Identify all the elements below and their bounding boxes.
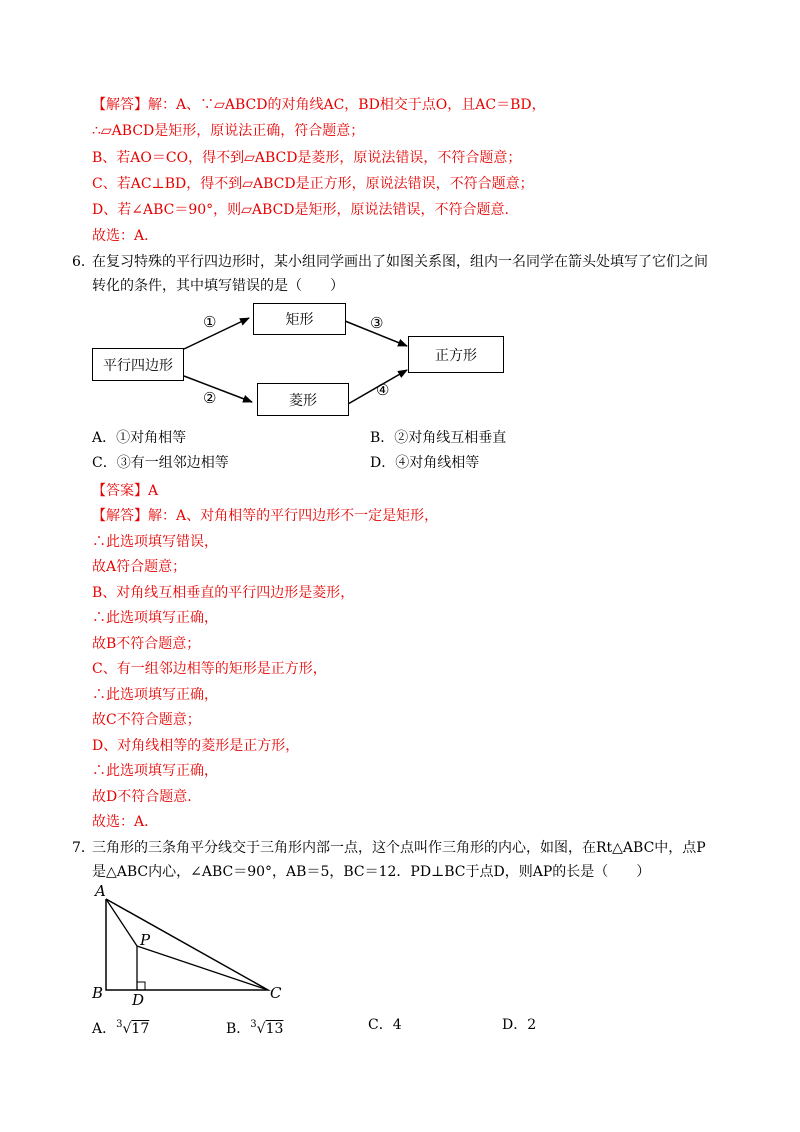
q6-solution-line-10: D、对角线相等的菱形是正方形， xyxy=(92,738,300,754)
q7-option-a-radicand: 17 xyxy=(131,1021,150,1037)
q6-solution-line-8: ∴此选项填写正确， xyxy=(92,687,218,703)
q6-option-b[interactable]: B．②对角线互相垂直 xyxy=(370,430,507,446)
q6-solution-line-3: 故A符合题意； xyxy=(92,559,187,575)
q6-option-a[interactable]: A．①对角相等 xyxy=(92,430,187,446)
radical-sign-icon: √ xyxy=(256,1021,266,1037)
q6-solution-line-7: C、有一组邻边相等的矩形是正方形， xyxy=(92,661,327,677)
q7-option-b-radicand: 13 xyxy=(265,1021,284,1037)
triangle-abc xyxy=(106,899,268,990)
q6-solution-line-9: 故C不符合题意； xyxy=(92,712,201,728)
label-d: D xyxy=(132,991,145,1009)
radical-sign-icon: √ xyxy=(122,1021,132,1037)
q6-solution-line-5: ∴此选项填写正确， xyxy=(92,610,218,626)
q6-option-c[interactable]: C．③有一组邻边相等 xyxy=(92,455,229,471)
q7-option-b-root-index: 3 xyxy=(250,1019,257,1030)
box-square: 正方形 xyxy=(408,336,504,373)
q5-solution-line-1: 【解答】解：A、∵▱ABCD的对角线AC，BD相交于点O，且AC＝BD， xyxy=(92,97,546,113)
q7-option-b[interactable] xyxy=(226,1015,283,1039)
label-p: P xyxy=(140,931,151,949)
q6-solution-line-6: 故B不符合题意； xyxy=(92,636,201,652)
q7-stem-line-2: 是△ABC内心，∠ABC＝90°，AB＝5，BC＝12．PD⊥BC于点D，则AP的长是（ ） xyxy=(92,864,651,880)
segment-ap xyxy=(106,899,137,946)
q5-solution-line-6: 故选：A． xyxy=(92,228,159,244)
q6-solution-line-2: ∴此选项填写错误， xyxy=(92,534,218,550)
q7-option-d[interactable]: D．2 xyxy=(502,1017,537,1033)
q6-stem-line-2: 转化的条件，其中填写错误的是（ ） xyxy=(92,278,344,294)
q6-number: 6． xyxy=(72,254,95,270)
box-rhombus: 菱形 xyxy=(257,383,349,416)
label-c: C xyxy=(270,984,282,1002)
q5-solution-line-5: D、若∠ABC＝90°，则▱ABCD是矩形，原说法错误，不符合题意. xyxy=(92,202,509,218)
q5-solution-line-3: B、若AO＝CO，得不到▱ABCD是菱形，原说法错误，不符合题意； xyxy=(92,150,522,166)
q7-option-a-root-index: 3 xyxy=(116,1019,123,1030)
label-a: A xyxy=(95,882,106,900)
q7-option-b-prefix: B． xyxy=(226,1021,251,1037)
right-angle-mark xyxy=(137,982,145,990)
q6-solution-line-1: 【解答】解：A、对角相等的平行四边形不一定是矩形， xyxy=(92,508,439,524)
mark-3: ③ xyxy=(370,314,384,332)
q6-solution-line-13: 故选：A． xyxy=(92,814,159,830)
q7-stem-line-1: 三角形的三条角平分线交于三角形内部一点，这个点叫作三角形的内心，如图，在Rt△ABC中，点P xyxy=(92,840,706,856)
q5-solution-line-2: ∴▱ABCD是矩形，原说法正确，符合题意； xyxy=(92,123,365,139)
q6-option-d[interactable]: D．④对角线相等 xyxy=(370,455,480,471)
q7-option-a-prefix: A． xyxy=(92,1021,117,1037)
q7-option-a[interactable] xyxy=(92,1015,149,1039)
mark-4: ④ xyxy=(376,381,390,399)
q6-solution-line-12: 故D不符合题意. xyxy=(92,789,192,805)
q6-solution-line-4: B、对角线互相垂直的平行四边形是菱形， xyxy=(92,585,355,601)
q6-solution-line-11: ∴此选项填写正确， xyxy=(92,763,218,779)
box-parallelogram: 平行四边形 xyxy=(92,348,184,381)
q5-solution-line-4: C、若AC⊥BD，得不到▱ABCD是正方形，原说法错误，不符合题意； xyxy=(92,176,534,192)
mark-2: ② xyxy=(203,389,217,407)
q6-stem-line-1: 在复习特殊的平行四边形时，某小组同学画出了如图关系图，组内一名同学在箭头处填写了它们之间 xyxy=(92,254,708,270)
label-b: B xyxy=(92,984,104,1002)
box-rectangle: 矩形 xyxy=(253,303,346,335)
q7-option-c[interactable]: C．4 xyxy=(368,1017,402,1033)
q7-number: 7． xyxy=(72,840,95,856)
mark-1: ① xyxy=(203,313,217,331)
q6-answer: 【答案】A xyxy=(92,483,159,499)
